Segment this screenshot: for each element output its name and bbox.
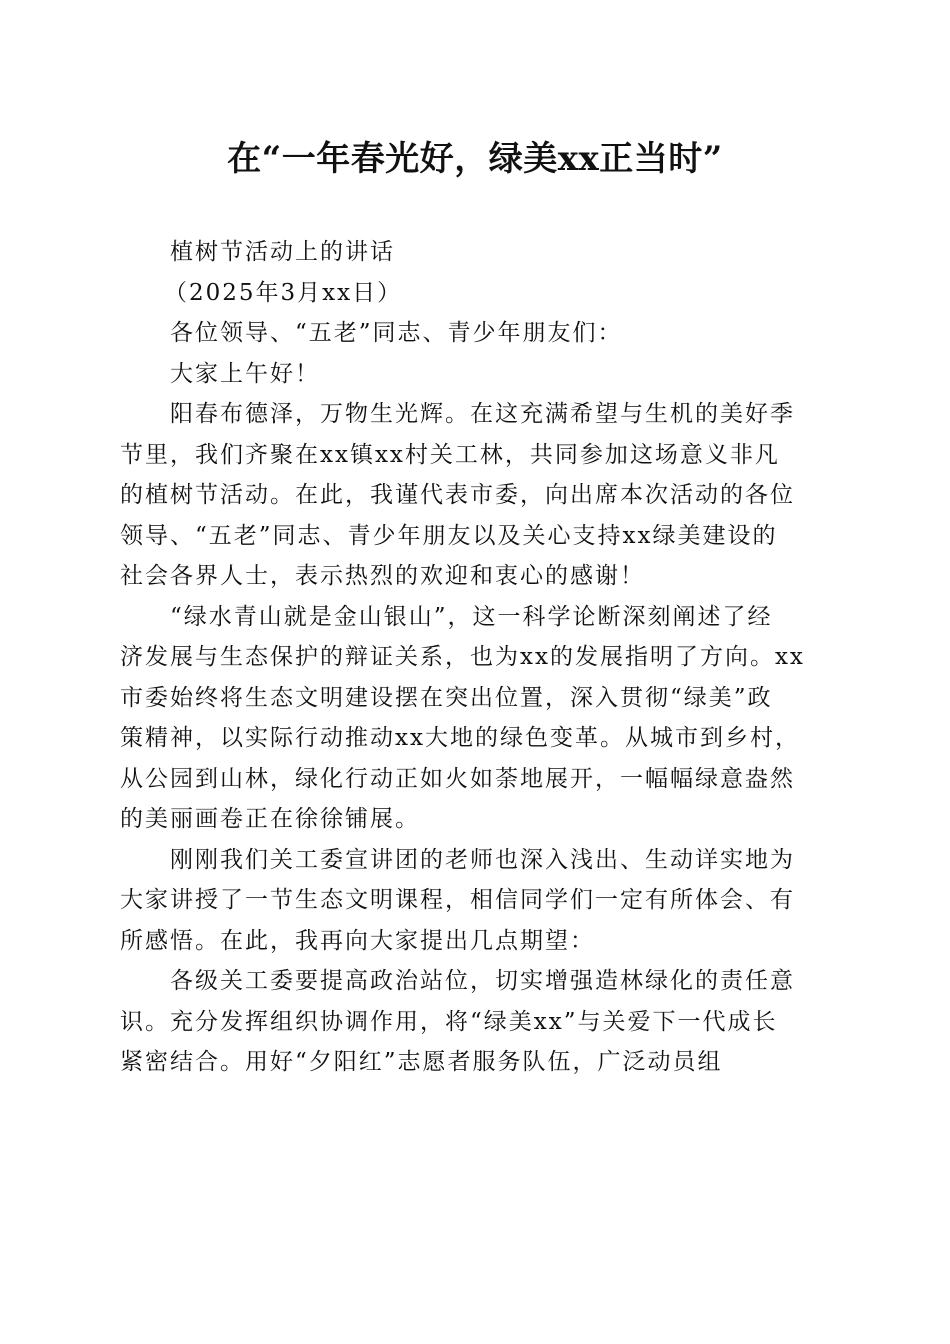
paragraph-line: 紧密结合。用好“夕阳红”志愿者服务队伍，广泛动员组	[120, 1049, 723, 1075]
paragraph-line: 阳春布德泽，万物生光辉。在这充满希望与生机的美好季	[170, 401, 795, 427]
paragraph-line: 的美丽画卷正在徐徐铺展。	[120, 806, 420, 832]
paragraph-line: 所感悟。在此，我再向大家提出几点期望：	[120, 927, 595, 954]
paragraph-line: 济发展与生态保护的辩证关系，也为xx的发展指明了方向。xx	[120, 644, 805, 670]
paragraph-3	[120, 840, 830, 962]
paragraph-4	[120, 961, 830, 1083]
paragraph-1	[120, 394, 830, 597]
paragraph-line: “绿水青山就是金山银山”，这一科学论断深刻阐述了经	[170, 603, 773, 630]
paragraph-2	[120, 597, 830, 840]
paragraph-line: 识。充分发挥组织协调作用，将“绿美xx”与关爱下一代成长	[120, 1008, 778, 1035]
paragraph-line: 社会各界人士，表示热烈的欢迎和衷心的感谢！	[120, 563, 645, 589]
paragraph-line: 各级关工委要提高政治站位，切实增强造林绿化的责任意	[170, 968, 795, 994]
paragraph-line: 节里，我们齐聚在xx镇xx村关工林，共同参加这场意义非凡	[120, 441, 780, 468]
paragraph-line: 市委始终将生态文明建设摆在突出位置，深入贯彻“绿美”政	[120, 684, 773, 711]
paragraph-line: 的植树节活动。在此，我谨代表市委，向出席本次活动的各位	[120, 482, 795, 508]
document-subtitle: 植树节活动上的讲话	[170, 239, 395, 265]
document-date: （2025年3月xx日）	[164, 279, 403, 306]
greeting: 大家上午好！	[170, 360, 320, 387]
paragraph-line: 从公园到山林，绿化行动正如火如荼地展开，一幅幅绿意盎然	[120, 765, 795, 792]
paragraph-line: 领导、“五老”同志、青少年朋友以及关心支持xx绿美建设的	[120, 522, 778, 549]
salutation: 各位领导、“五老”同志、青少年朋友们：	[170, 320, 623, 346]
paragraph-line: 策精神，以实际行动推动xx大地的绿色变革。从城市到乡村，	[120, 725, 800, 751]
paragraph-line: 大家讲授了一节生态文明课程，相信同学们一定有所体会、有	[120, 887, 795, 913]
document-title: 在“一年春光好，绿美xx正当时”	[227, 139, 723, 179]
document-body	[120, 232, 830, 1083]
paragraph-line: 刚刚我们关工委宣讲团的老师也深入浅出、生动详实地为	[170, 846, 795, 873]
